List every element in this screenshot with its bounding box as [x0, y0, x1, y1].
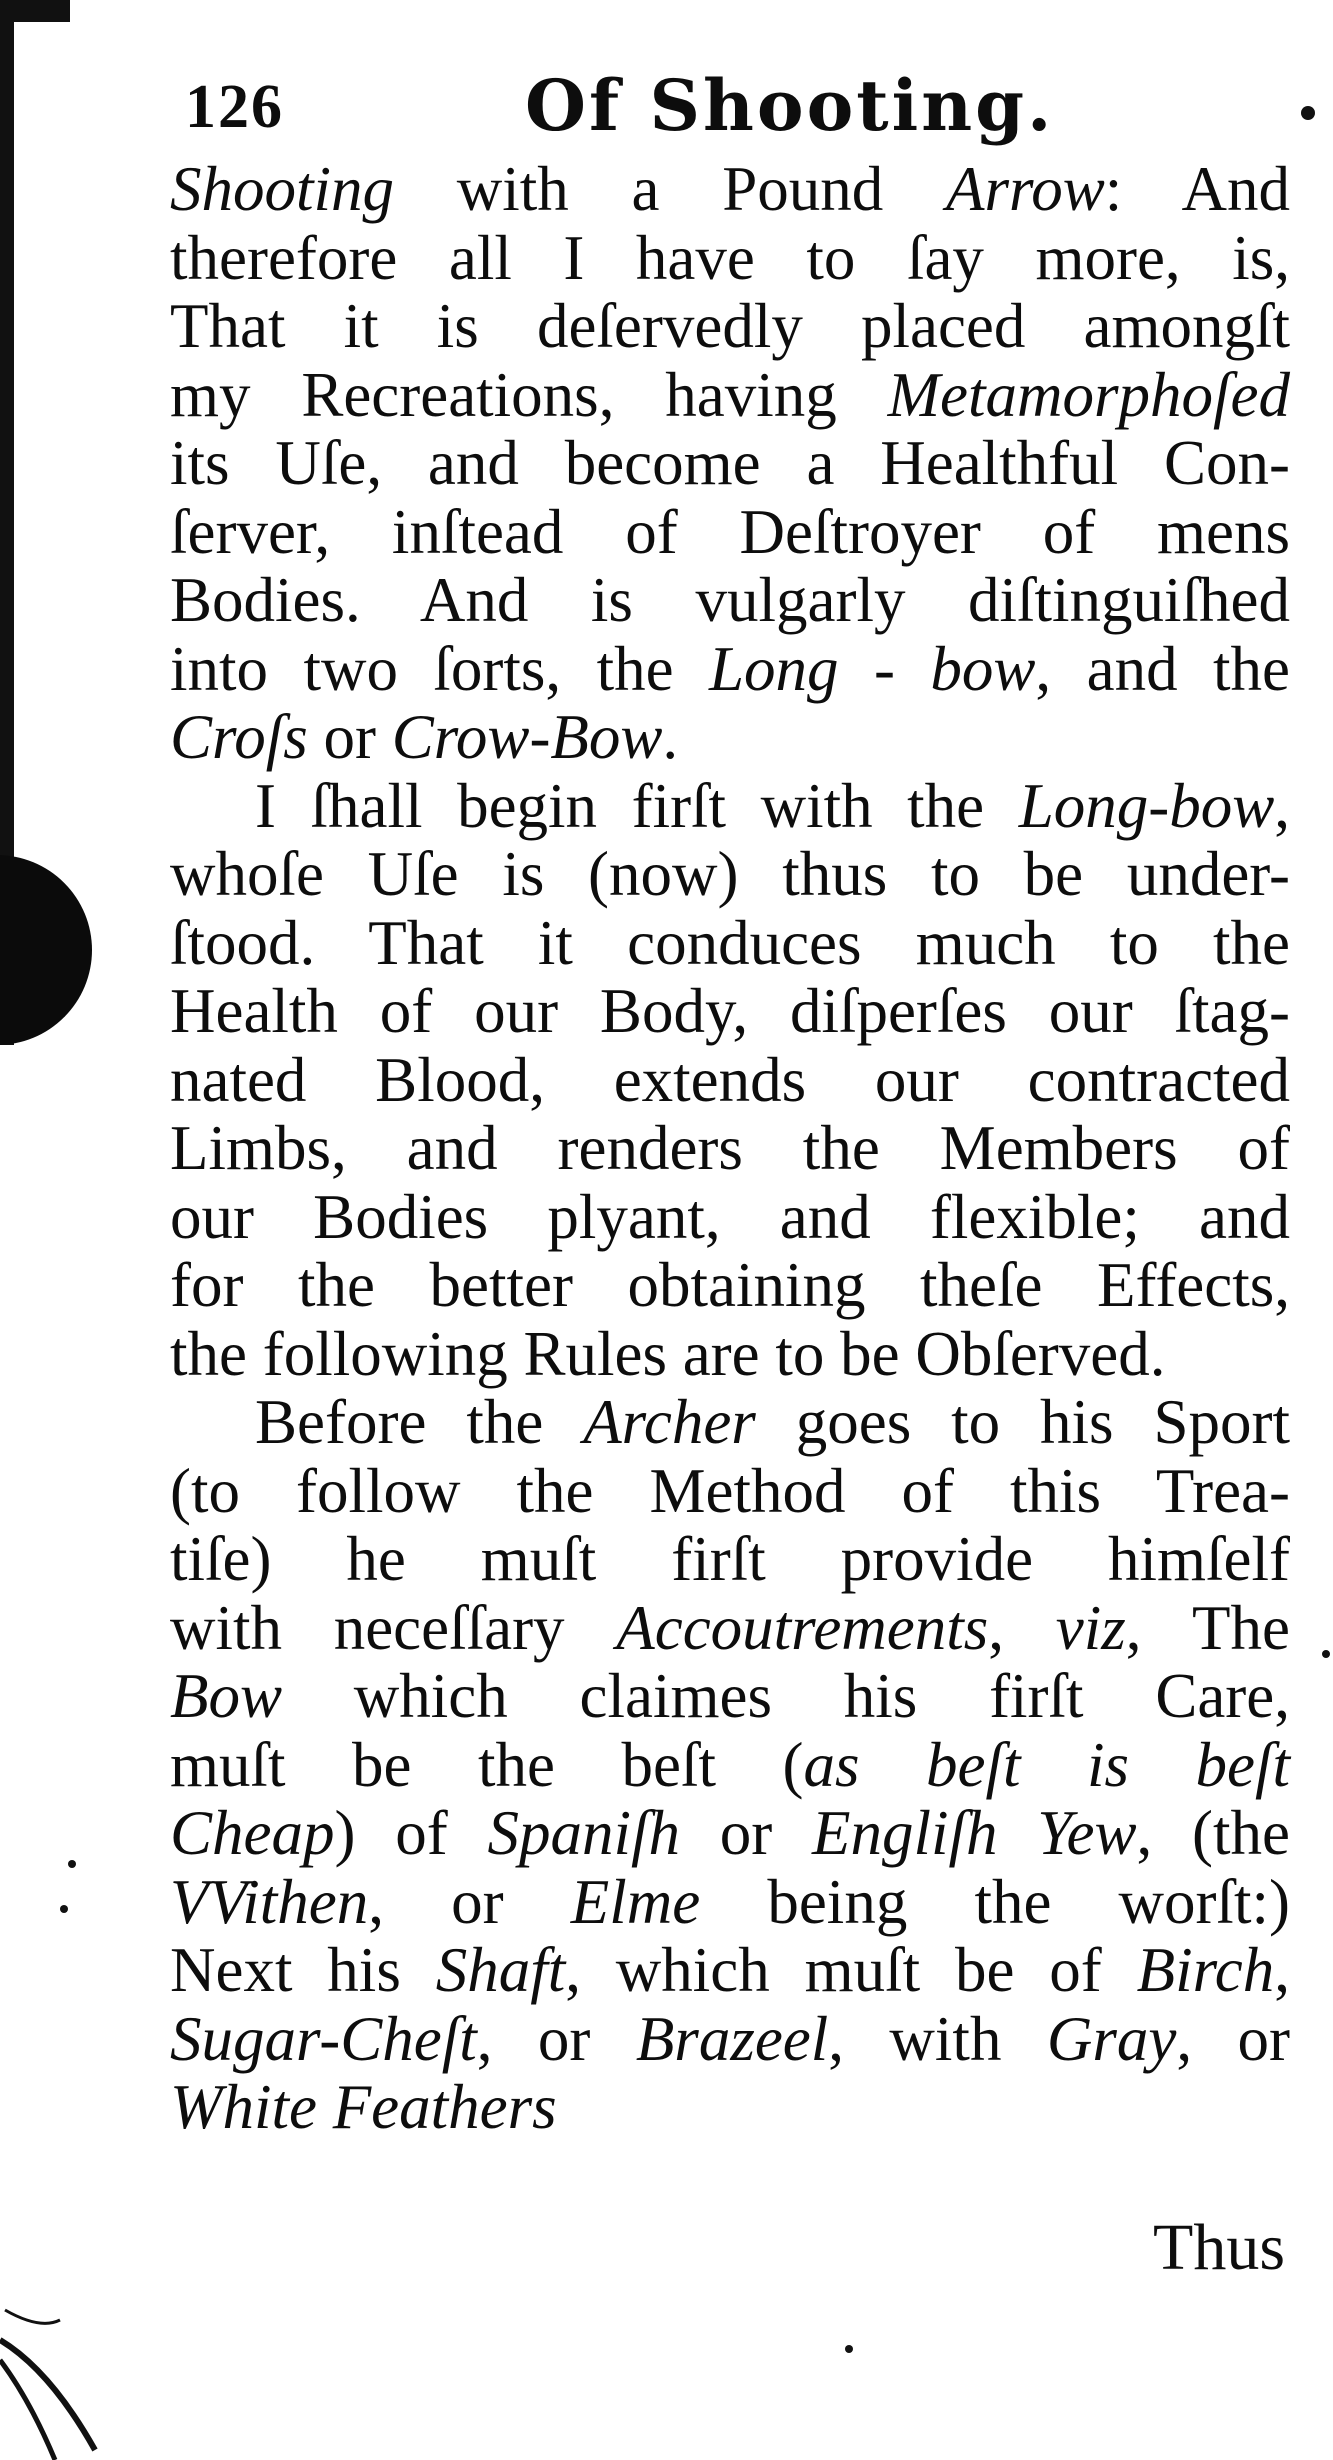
text-run: or: [680, 1798, 813, 1868]
text-run: my Recreations, having: [170, 359, 888, 430]
text-line: [170, 2073, 1290, 2142]
text-run: , or: [368, 1866, 571, 1937]
text-run: nated Blood, extends our contracted: [170, 1044, 1290, 1115]
text-run: into two ſorts, the: [170, 633, 709, 704]
text-run: , and the: [1035, 633, 1290, 704]
text-line: [170, 1457, 1290, 1526]
text-run: ſerver, inſtead of Deſtroyer of mens: [170, 496, 1290, 567]
text-run: with a Pound: [394, 154, 947, 224]
stray-ink-dot: [60, 1905, 68, 1913]
text-line: [170, 2005, 1290, 2074]
italic-text: Brazeel: [635, 2003, 829, 2074]
catchword: Thus: [1153, 2211, 1285, 2284]
text-line: [170, 1114, 1290, 1183]
italic-text: Archer: [583, 1387, 756, 1457]
text-run: (to follow the Method of this Trea-: [170, 1455, 1290, 1526]
text-run: , or: [1176, 2003, 1290, 2074]
stray-ink-dot: [68, 1860, 76, 1868]
body-text: [170, 155, 1290, 2142]
text-run: .: [662, 702, 679, 772]
text-line: [170, 566, 1290, 635]
italic-text: Metamorphoſed: [887, 359, 1290, 430]
text-run: ,: [1274, 770, 1290, 841]
italic-text: Accoutrements: [616, 1592, 989, 1663]
running-head: Of Shooting.: [525, 64, 1055, 147]
text-line: [170, 1662, 1290, 1731]
text-run: ,: [988, 1592, 1056, 1663]
text-run: Next his: [170, 1935, 436, 2005]
text-run: , (the: [1136, 1798, 1290, 1868]
header-ornament-dot: [1301, 106, 1315, 120]
text-line: [170, 1868, 1290, 1937]
scan-corner-marks: [0, 2300, 120, 2460]
text-run: therefore all I have to ſay more, is,: [170, 222, 1290, 293]
text-line: [170, 361, 1290, 430]
text-line: [170, 1046, 1290, 1115]
italic-text: Elme: [570, 1866, 701, 1937]
italic-text: Spaniſh: [487, 1798, 680, 1868]
italic-text: VVithen: [170, 1866, 369, 1937]
italic-text: Arrow: [946, 154, 1105, 224]
stray-ink-dot: [1322, 1650, 1330, 1658]
text-line: [170, 909, 1290, 978]
text-line: [170, 1799, 1290, 1868]
scan-thumb-shadow: [0, 855, 92, 1045]
italic-text: viz: [1055, 1592, 1126, 1663]
text-line: [170, 977, 1290, 1046]
italic-text: Gray: [1046, 2003, 1177, 2074]
text-run: , with: [828, 2003, 1047, 2074]
text-run: , The: [1125, 1592, 1290, 1663]
text-run: muſt be the beſt (: [170, 1729, 804, 1800]
text-run: Health of our Body, diſperſes our ſtag-: [170, 976, 1290, 1046]
text-run: : And: [1104, 154, 1290, 224]
text-line: [170, 772, 1290, 841]
page-number: 126: [185, 73, 284, 141]
text-line: [170, 1388, 1290, 1457]
text-run: which claimes his firſt Care,: [282, 1661, 1290, 1731]
text-line: [170, 1525, 1290, 1594]
text-line: [170, 1183, 1290, 1252]
text-line: [170, 1936, 1290, 2005]
text-line: [170, 840, 1290, 909]
text-run: Limbs, and renders the Members of: [170, 1113, 1290, 1183]
italic-text: Engliſh Yew: [812, 1798, 1137, 1868]
text-run: the following Rules are to be Obſerved.: [170, 1318, 1166, 1389]
italic-text: Cheap: [170, 1798, 335, 1868]
italic-text: Shooting: [170, 154, 395, 224]
italic-text: Bow: [170, 1661, 283, 1731]
italic-text: White Feathers: [170, 2072, 557, 2142]
text-run: I ſhall begin firſt with the: [255, 770, 1019, 841]
text-run: , which muſt be of: [565, 1935, 1137, 2005]
italic-text: Crow-Bow: [391, 702, 663, 772]
italic-text: Long - bow: [709, 633, 1036, 704]
text-line: [170, 1320, 1290, 1389]
text-run: goes to his Sport: [755, 1387, 1290, 1457]
stray-ink-dot: [845, 2345, 853, 2353]
text-line: [170, 292, 1290, 361]
scan-corner-shadow: [0, 0, 70, 22]
text-line: [170, 635, 1290, 704]
text-run: ſtood. That it conduces much to the: [170, 907, 1290, 978]
text-run: for the better obtaining theſe Effects,: [170, 1250, 1290, 1320]
text-line: [170, 1594, 1290, 1663]
text-run: Bodies. And is vulgarly diſtinguiſhed: [170, 565, 1290, 635]
text-run: or: [307, 702, 392, 772]
italic-text: Birch: [1136, 1935, 1275, 2005]
text-run: , or: [476, 2003, 636, 2074]
italic-text: Croſs: [170, 702, 308, 772]
italic-text: Shaft: [435, 1935, 566, 2005]
italic-text: as beſt is beſt: [803, 1729, 1290, 1800]
text-run: our Bodies plyant, and flexible; and: [170, 1181, 1290, 1252]
text-line: [170, 224, 1290, 293]
text-line: [170, 155, 1290, 224]
text-run: That it is deſervedly placed amongſt: [170, 291, 1290, 361]
text-run: tiſe) he muſt firſt provide himſelf: [170, 1524, 1290, 1594]
text-line: [170, 429, 1290, 498]
italic-text: Sugar-Cheſt: [170, 2003, 477, 2074]
text-line: [170, 498, 1290, 567]
text-run: being the worſt:): [700, 1866, 1291, 1937]
text-run: with neceſſary: [170, 1592, 617, 1663]
text-run: its Uſe, and become a Healthful Con-: [170, 428, 1290, 498]
text-line: [170, 703, 1290, 772]
text-run: ,: [1274, 1935, 1290, 2005]
text-run: ) of: [334, 1798, 488, 1868]
text-run: whoſe Uſe is (now) thus to be under-: [170, 839, 1290, 909]
text-line: [170, 1251, 1290, 1320]
text-line: [170, 1731, 1290, 1800]
italic-text: Long-bow: [1018, 770, 1275, 841]
text-run: Before the: [255, 1387, 584, 1457]
